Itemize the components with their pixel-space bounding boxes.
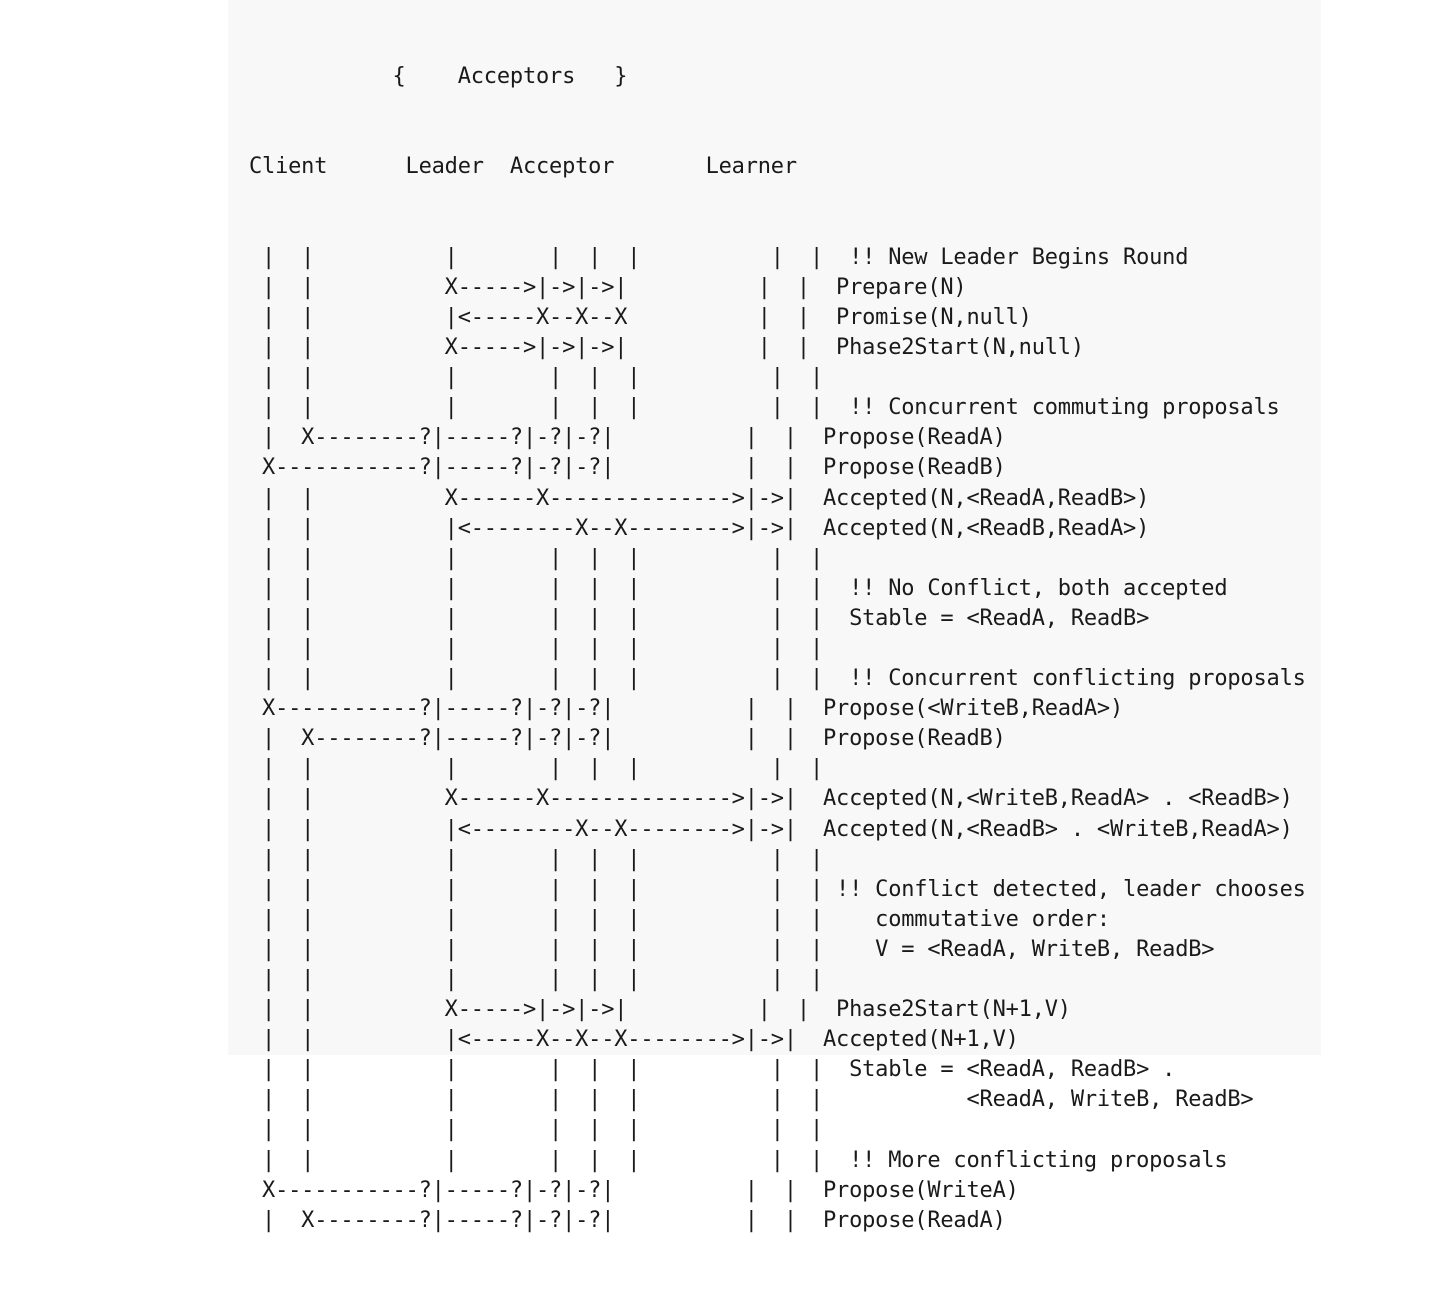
flow-line: | | | | | | | | <ReadA, WriteB, ReadB> <box>249 1087 1254 1113</box>
flow-line: | | |<--------X--X-------->|->| Accepted(N,<ReadB> . <WriteB,ReadA>) <box>249 816 1293 842</box>
flow-line: | X--------?|-----?|-?|-?| | | Propose(ReadA) <box>249 1207 1006 1233</box>
flow-line: | | | | | | | | <box>249 846 823 872</box>
flow-line: | | | | | | | | Stable = <ReadA, ReadB> . <box>249 1057 1176 1083</box>
flow-line: | | | | | | | | <box>249 756 823 782</box>
flow-line: | | |<--------X--X-------->|->| Accepted(N,<ReadB,ReadA>) <box>249 515 1150 541</box>
diagram-panel <box>228 0 1321 1233</box>
flow-line: | | | | | | | | <box>249 365 823 391</box>
flow-line: | | | | | | | | <box>249 967 823 992</box>
flow-line: | | | | | | | | !! No Conflict, both accepted <box>249 575 1228 601</box>
flow-line: | | X----->|->|->| | | Prepare(N) <box>249 274 967 300</box>
flow-line: X-----------?|-----?|-?|-?| | | Propose(<WriteB,ReadA>) <box>249 696 1124 722</box>
flow-line: | | | | | | | | !! New Leader Begins Round <box>249 244 1189 270</box>
flow-line: X-----------?|-----?|-?|-?| | | Propose(ReadB) <box>249 455 1006 481</box>
flow-line: | X--------?|-----?|-?|-?| | | Propose(ReadB) <box>249 726 1006 752</box>
flow-line: X-----------?|-----?|-?|-?| | | Propose(WriteA) <box>249 1177 1019 1203</box>
flow-line: | | X----->|->|->| | | Phase2Start(N+1,V) <box>249 997 1071 1023</box>
flow-line: | | |<-----X--X--X-------->|->| Accepted(N+1,V) <box>249 1027 1019 1053</box>
flow-line: | | | | | | | | !! More conflicting proposals <box>249 1147 1228 1173</box>
flow-line: | | X------X-------------->|->| Accepted(N,<ReadA,ReadB>) <box>249 485 1150 511</box>
flow-line: | X--------?|-----?|-?|-?| | | Propose(ReadA) <box>249 425 1006 451</box>
flow-line: | | |<-----X--X--X | | Promise(N,null) <box>249 304 1032 330</box>
flow-line: | | | | | | | | <box>249 1117 823 1143</box>
flow-line: | | | | | | | | Stable = <ReadA, ReadB> <box>249 605 1150 631</box>
roles-header: Client Leader Acceptor Learner <box>249 154 797 180</box>
flow-line: | | | | | | | | !! Concurrent commuting proposals <box>249 395 1280 421</box>
acceptors-group-header: { Acceptors } <box>249 64 628 90</box>
flow-line: | | | | | | | | commutative order: <box>249 906 1110 932</box>
flow-line: | | X----->|->|->| | | Phase2Start(N,null) <box>249 335 1084 361</box>
message-flow-diagram <box>249 2 1306 1296</box>
flow-line: | | | | | | | | <box>249 635 823 661</box>
flow-line: | | | | | | | | !! Conflict detected, leader chooses <box>249 876 1306 902</box>
flow-line: | | X------X-------------->|->| Accepted(N,<WriteB,ReadA> . <ReadB>) <box>249 786 1293 812</box>
flow-line: | | | | | | | | !! Concurrent conflicting proposals <box>249 666 1306 692</box>
flow-line: | | | | | | | | V = <ReadA, WriteB, ReadB> <box>249 936 1215 962</box>
flow-lines <box>249 243 1306 1236</box>
flow-line: | | | | | | | | <box>249 545 823 571</box>
